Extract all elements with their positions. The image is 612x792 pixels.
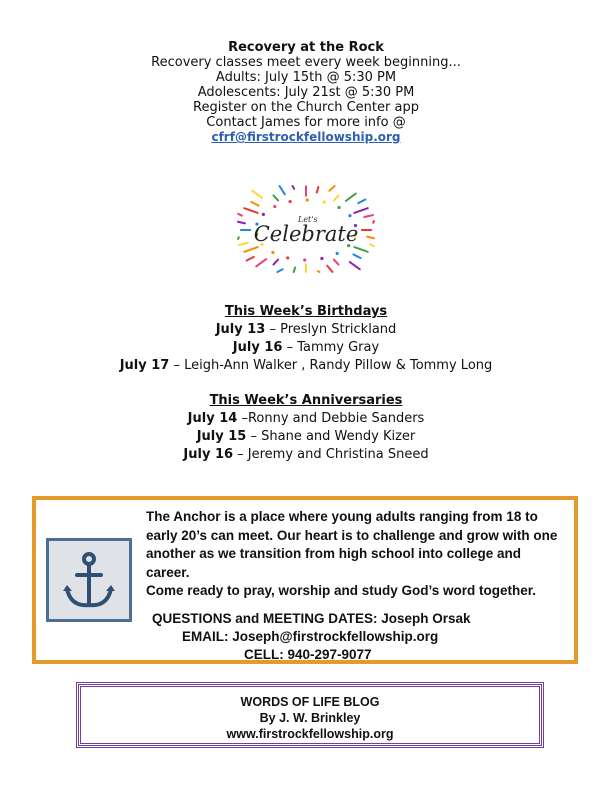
confetti-dot [273, 205, 276, 208]
celebrate-graphic [236, 184, 376, 274]
confetti-ray [346, 194, 356, 201]
birthdays-section [0, 303, 612, 375]
celebrate-big-text: Celebrate [253, 222, 359, 246]
anniversary-names: – Shane and Wendy Kizer [246, 429, 416, 444]
blog-title: WORDS OF LIFE BLOG [240, 695, 380, 709]
birthday-date: July 16 [232, 340, 283, 355]
confetti-ray [334, 195, 339, 200]
birthday-item [0, 339, 612, 357]
confetti-ray [279, 186, 284, 194]
recovery-title: Recovery at the Rock [228, 40, 384, 55]
recovery-adolescents-line: Adolescents: July 21st @ 5:30 PM [197, 85, 415, 100]
confetti-dot [323, 200, 326, 203]
anniversary-date: July 16 [183, 447, 234, 462]
anchor-description [146, 508, 566, 662]
celebrate-small-text: Let's [298, 215, 318, 224]
blog-box [78, 684, 542, 746]
anchor-paragraph-line: The Anchor is a place where young adults ranging from 18 to [146, 509, 538, 524]
birthday-item [0, 321, 612, 339]
confetti-ray [367, 237, 374, 239]
confetti-ray [277, 269, 282, 272]
confetti-dot [348, 214, 351, 217]
anchor-contact [146, 610, 586, 664]
confetti-ray [350, 262, 360, 269]
confetti-ray [256, 259, 266, 266]
confetti-ray [239, 243, 248, 245]
anchor-email: EMAIL: Joseph@firstrockfellowship.org [182, 629, 439, 644]
birthday-names: – Tammy Gray [282, 340, 380, 355]
anchor-questions: QUESTIONS and MEETING DATES: Joseph Orsak [152, 611, 471, 626]
anchor-icon [49, 541, 129, 619]
birthday-date: July 13 [215, 322, 266, 337]
confetti-dot [262, 213, 265, 216]
birthdays-heading: This Week’s Birthdays [224, 304, 388, 319]
confetti-ray [252, 191, 262, 198]
confetti-ray [373, 221, 374, 223]
anchor-box [32, 496, 578, 664]
confetti-ray [317, 187, 319, 193]
anniversaries-heading: This Week’s Anniversaries [209, 393, 403, 408]
confetti-ray [238, 214, 242, 216]
confetti-ray [293, 186, 295, 189]
confetti-dot [286, 256, 289, 259]
confetti-dot [306, 198, 309, 201]
birthday-item [0, 357, 612, 375]
anchor-paragraph-line: another as we transition from high school into college and career. [146, 546, 522, 580]
recovery-line: Recovery classes meet every week beginning... [151, 55, 461, 70]
confetti-ray [334, 260, 339, 265]
birthday-date: July 17 [119, 358, 170, 373]
confetti-ray [247, 257, 254, 261]
anchor-paragraph-line: Come ready to pray, worship and study God’s word together. [146, 583, 537, 598]
birthday-names: – Preslyn Strickland [265, 322, 397, 337]
confetti-ray [244, 247, 257, 252]
anniversary-item [0, 428, 612, 446]
recovery-contact-line: Contact James for more info @ [206, 115, 406, 130]
celebrate-burst-icon [236, 184, 376, 274]
confetti-ray [238, 222, 245, 224]
blog-author: By J. W. Brinkley [259, 711, 361, 725]
confetti-ray [273, 260, 278, 265]
recovery-adults-line: Adults: July 15th @ 5:30 PM [215, 70, 397, 85]
recovery-email-link[interactable]: cfrf@firstrockfellowship.org [211, 130, 401, 144]
confetti-ray [364, 215, 373, 217]
anchor-paragraph-line: early 20’s can meet. Our heart is to challenge and grow with one [146, 527, 558, 543]
confetti-dot [271, 251, 274, 254]
confetti-ray [251, 202, 258, 206]
confetti-ray [294, 267, 296, 272]
confetti-ray [273, 195, 278, 200]
anniversary-date: July 14 [187, 411, 238, 426]
confetti-ray [370, 244, 374, 246]
confetti-ray [327, 266, 332, 272]
anniversary-date: July 15 [196, 429, 247, 444]
recovery-register-line: Register on the Church Center app [193, 100, 419, 115]
confetti-ray [318, 271, 320, 272]
confetti-ray [354, 247, 367, 252]
anniversary-names: – Jeremy and Christina Sneed [233, 447, 429, 462]
confetti-ray [238, 237, 239, 239]
anchor-image [46, 538, 132, 622]
confetti-ray [358, 199, 365, 203]
confetti-ray [244, 208, 257, 213]
recovery-section [0, 40, 612, 145]
confetti-dot [289, 200, 292, 203]
confetti-dot [336, 252, 339, 255]
confetti-ray [329, 186, 334, 191]
birthday-names: – Leigh-Ann Walker , Randy Pillow & Tommy Long [169, 358, 493, 373]
confetti-dot [338, 206, 341, 209]
confetti-dot [303, 258, 306, 261]
anniversary-item [0, 410, 612, 428]
anchor-cell: CELL: 940-297-9077 [244, 647, 372, 662]
confetti-ray [354, 208, 367, 213]
anniversary-names: –Ronny and Debbie Sanders [237, 411, 425, 426]
confetti-dot [320, 257, 323, 260]
anniversary-item [0, 446, 612, 464]
confetti-ray [353, 254, 360, 258]
blog-url[interactable]: www.firstrockfellowship.org [226, 727, 394, 741]
anniversaries-section [0, 392, 612, 464]
